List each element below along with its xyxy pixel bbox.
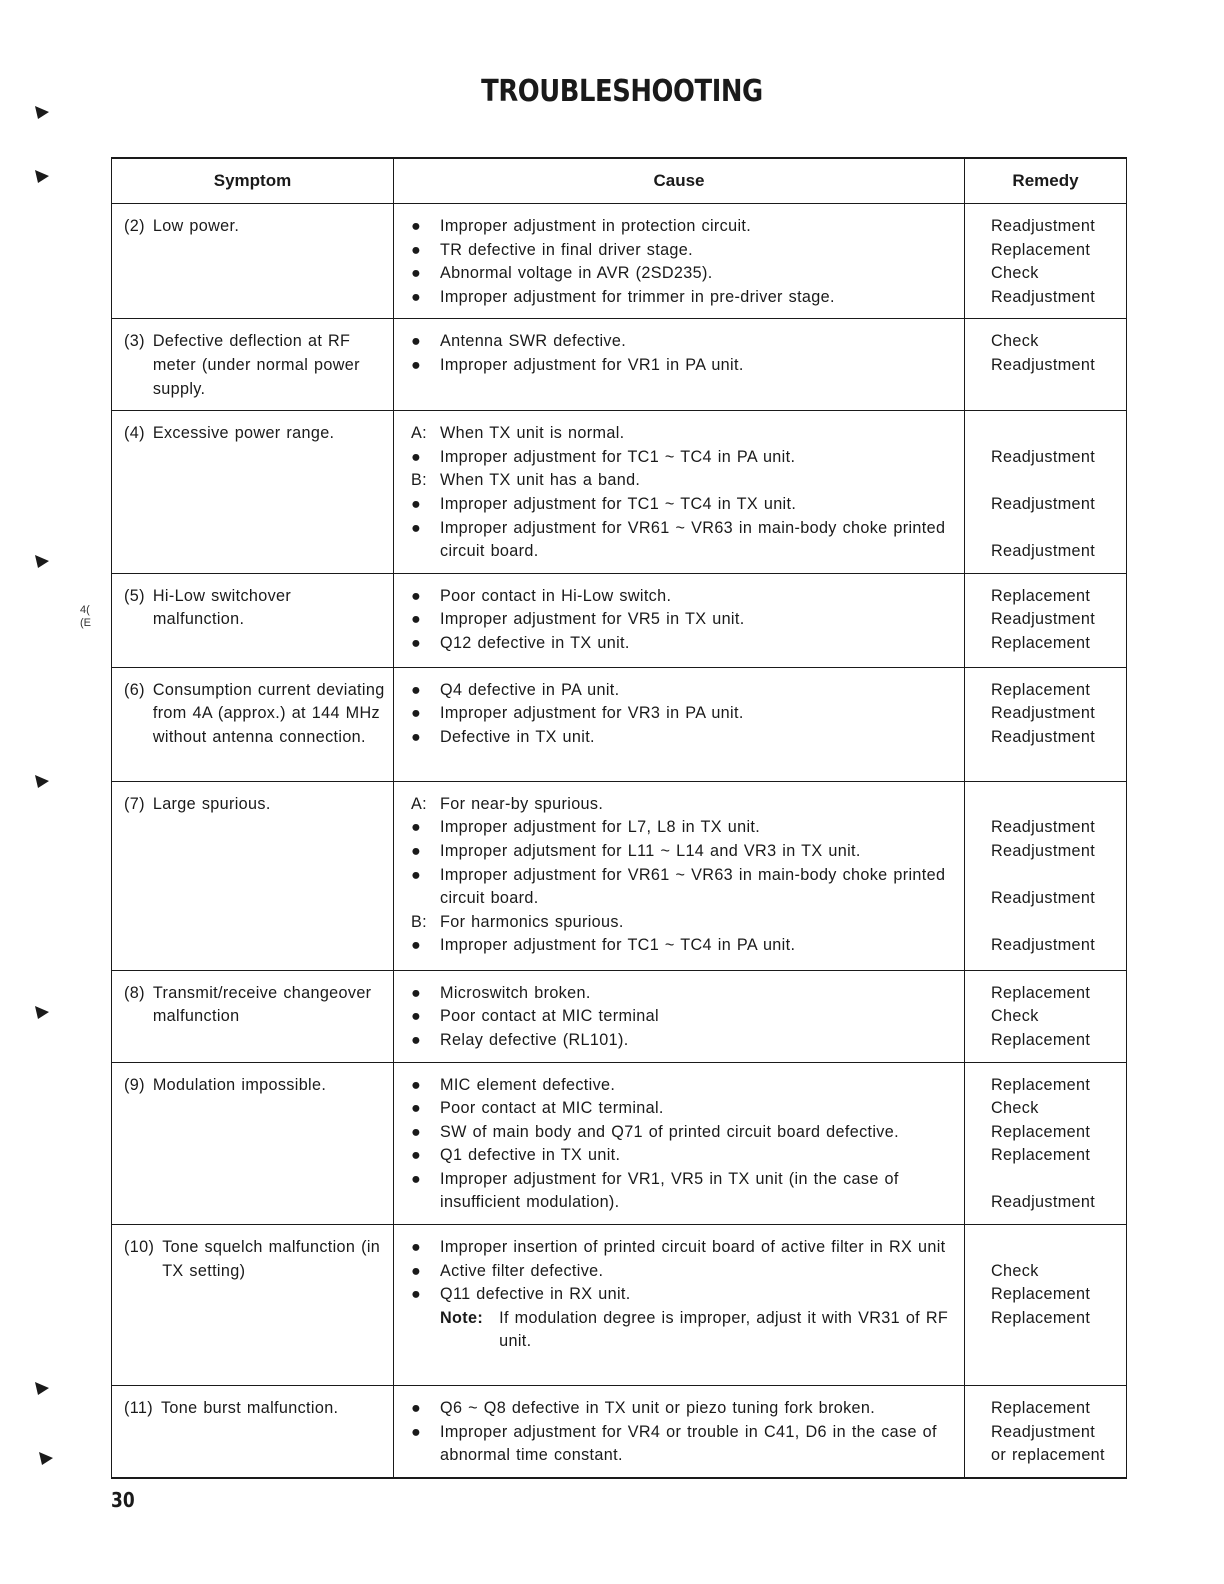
binder-mark-icon <box>34 104 48 120</box>
remedy-text: Replacement <box>991 586 1091 605</box>
bullet-icon: ● <box>411 633 422 652</box>
cause-text: Improper adjustment for VR5 in TX unit. <box>440 610 745 629</box>
remedy-text: Readjustment <box>991 287 1096 306</box>
remedy-text <box>991 911 1120 935</box>
bullet-icon: ● <box>411 841 422 860</box>
bullet-icon: ● <box>411 332 422 351</box>
cause-cell <box>394 204 965 319</box>
cause-item <box>406 446 958 470</box>
bullet-icon: ● <box>411 818 422 837</box>
cause-text: Improper adjustment for VR4 or trouble in C41, D6 in the case of abnormal time constant. <box>440 1422 937 1465</box>
cause-text: Defective in TX unit. <box>440 727 595 746</box>
row-number: (6) <box>124 680 145 699</box>
remedy-text: Replacement <box>991 983 1091 1002</box>
remedy-text: Readjustment <box>991 542 1096 561</box>
symptom-text: Tone burst malfunction. <box>160 1399 339 1418</box>
bullet-icon: ● <box>411 355 422 374</box>
remedy-cell <box>965 1062 1127 1225</box>
remedy-text: Readjustment <box>991 447 1096 466</box>
remedy-cell <box>965 970 1127 1062</box>
bullet-icon: ● <box>411 983 422 1002</box>
remedy-text: Readjustment <box>991 1193 1096 1212</box>
table-row <box>112 411 1127 574</box>
bullet-icon: ● <box>411 727 422 746</box>
remedy-text: Replacement <box>991 1308 1091 1327</box>
table-row <box>112 1062 1127 1225</box>
remedy-text: or replacement <box>991 1446 1105 1465</box>
binder-mark-icon <box>34 1380 48 1396</box>
cause-item <box>406 1283 958 1307</box>
cause-text: Poor contact at MIC terminal <box>440 1007 659 1026</box>
cause-text: Q6 ~ Q8 defective in TX unit or piezo tuning fork broken. <box>440 1399 876 1418</box>
remedy-text: Readjustment <box>991 727 1096 746</box>
cause-text: MIC element defective. <box>440 1075 616 1094</box>
remedy-cell <box>965 573 1127 667</box>
cause-text: Improper adjustment for VR1, VR5 in TX unit (in the case of insufficient modulation). <box>440 1169 899 1212</box>
bullet-icon: ● <box>411 1238 422 1257</box>
cause-item <box>406 840 958 864</box>
header-symptom: Symptom <box>112 158 394 204</box>
symptom-cell <box>112 1386 394 1478</box>
symptom-text: Consumption current deviating from 4A (approx.) at 144 MHz without antenna connection. <box>152 680 385 746</box>
bullet-icon: ● <box>411 610 422 629</box>
bullet-icon: ● <box>411 240 422 259</box>
cause-group-label: B: <box>411 912 427 931</box>
cause-item <box>406 239 958 263</box>
cause-item <box>406 517 958 564</box>
binder-mark-icon <box>34 1004 48 1020</box>
cause-text: Improper adjustment in protection circuit. <box>440 217 752 235</box>
remedy-cell <box>965 411 1127 574</box>
row-number: (8) <box>124 983 145 1002</box>
remedy-cell <box>965 319 1127 411</box>
header-remedy: Remedy <box>965 158 1127 204</box>
remedy-cell <box>965 781 1127 970</box>
symptom-cell <box>112 1062 394 1225</box>
remedy-text: Check <box>991 332 1039 351</box>
cause-cell <box>394 781 965 970</box>
row-number: (4) <box>124 424 145 443</box>
cause-item <box>406 911 958 935</box>
bullet-icon: ● <box>411 1075 422 1094</box>
symptom-text: Tone squelch malfunction (in TX setting) <box>162 1238 381 1280</box>
bullet-icon: ● <box>411 1122 422 1141</box>
row-number: (5) <box>124 586 145 605</box>
bullet-icon: ● <box>411 1261 422 1280</box>
remedy-text: Check <box>991 1007 1039 1026</box>
cause-item <box>406 286 958 310</box>
remedy-text: Replacement <box>991 1030 1091 1049</box>
cause-group-label: A: <box>411 794 427 813</box>
cause-text: Abnormal voltage in AVR (2SD235). <box>440 264 713 283</box>
cause-item <box>406 608 958 632</box>
symptom-cell <box>112 1225 394 1386</box>
cause-text: Antenna SWR defective. <box>440 332 627 351</box>
table-row <box>112 573 1127 667</box>
remedy-text <box>991 793 1120 817</box>
bullet-icon: ● <box>411 494 422 513</box>
remedy-text: Readjustment <box>991 936 1096 955</box>
remedy-cell <box>965 204 1127 319</box>
bullet-icon: ● <box>411 865 422 884</box>
cause-item <box>406 1029 958 1053</box>
cause-cell <box>394 319 965 411</box>
cause-text: Q12 defective in TX unit. <box>440 633 630 652</box>
symptom-text: Defective deflection at RF meter (under normal power supply. <box>152 332 360 398</box>
bullet-icon: ● <box>411 680 422 699</box>
page-number: 30 <box>111 1488 135 1512</box>
remedy-text: Readjustment <box>991 841 1096 860</box>
bullet-icon: ● <box>411 518 422 537</box>
cause-text: Poor contact at MIC terminal. <box>440 1099 664 1118</box>
bullet-icon: ● <box>411 936 422 955</box>
remedy-cell <box>965 1386 1127 1478</box>
table-row <box>112 667 1127 781</box>
remedy-text: Replacement <box>991 680 1091 699</box>
remedy-text: Replacement <box>991 240 1091 259</box>
bullet-icon: ● <box>411 264 422 283</box>
symptom-cell <box>112 781 394 970</box>
symptom-text: Large spurious. <box>152 794 271 813</box>
binder-mark-icon <box>34 773 48 789</box>
cause-item <box>406 1260 958 1284</box>
remedy-cell <box>965 1225 1127 1386</box>
remedy-text: Replacement <box>991 1075 1091 1094</box>
bullet-icon: ● <box>411 704 422 723</box>
cause-text: Improper adjustment for L7, L8 in TX unit. <box>440 818 761 837</box>
cause-text: When TX unit is normal. <box>440 424 625 443</box>
cause-cell <box>394 411 965 574</box>
remedy-text <box>991 1168 1120 1192</box>
remedy-text <box>991 469 1120 493</box>
cause-group-label: B: <box>411 471 427 490</box>
binder-mark-icon <box>34 168 48 184</box>
remedy-text <box>991 864 1120 888</box>
cause-item <box>406 585 958 609</box>
symptom-cell <box>112 411 394 574</box>
margin-fragment: 4( <box>80 604 90 616</box>
cause-item <box>406 679 958 703</box>
bullet-icon: ● <box>411 1399 422 1418</box>
table-row <box>112 781 1127 970</box>
cause-item <box>406 816 958 840</box>
table-row <box>112 319 1127 411</box>
cause-cell <box>394 667 965 781</box>
bullet-icon: ● <box>411 1146 422 1165</box>
row-number: (2) <box>124 217 145 235</box>
bullet-icon: ● <box>411 1169 422 1188</box>
remedy-text: Replacement <box>991 1146 1091 1165</box>
cause-text: For near-by spurious. <box>440 794 604 813</box>
remedy-text: Readjustment <box>991 610 1096 629</box>
remedy-text: Replacement <box>991 1285 1091 1304</box>
cause-cell <box>394 1386 965 1478</box>
cause-item <box>406 330 958 354</box>
cause-text: Improper adjustment for VR1 in PA unit. <box>440 355 744 374</box>
cause-item <box>406 726 958 750</box>
symptom-text: Excessive power range. <box>152 424 335 443</box>
cause-cell <box>394 970 965 1062</box>
page-title: TROUBLESHOOTING <box>481 74 763 109</box>
cause-text: Improper adjustment for VR3 in PA unit. <box>440 704 744 723</box>
remedy-text: Check <box>991 1261 1039 1280</box>
cause-item <box>406 215 958 239</box>
table-row <box>112 204 1127 319</box>
cause-item <box>406 493 958 517</box>
row-number: (7) <box>124 794 145 813</box>
remedy-text: Readjustment <box>991 889 1096 908</box>
cause-note <box>406 1307 958 1354</box>
symptom-cell <box>112 667 394 781</box>
cause-item <box>406 1168 958 1215</box>
cause-text: Improper adjustment for VR61 ~ VR63 in main-body choke printed circuit board. <box>440 865 946 908</box>
cause-item <box>406 702 958 726</box>
cause-text: Improper adjutsment for L11 ~ L14 and VR3 in TX unit. <box>440 841 861 860</box>
bullet-icon: ● <box>411 1422 422 1441</box>
cause-item <box>406 1421 958 1468</box>
row-number: (10) <box>124 1238 155 1257</box>
remedy-text: Check <box>991 1099 1039 1118</box>
row-number: (3) <box>124 332 145 351</box>
symptom-cell <box>112 573 394 667</box>
cause-text: Improper insertion of printed circuit board of active filter in RX unit <box>440 1238 946 1257</box>
table-row <box>112 970 1127 1062</box>
note-label: Note: <box>440 1308 484 1327</box>
symptom-text: Hi-Low switchover malfunction. <box>152 586 292 629</box>
symptom-cell <box>112 204 394 319</box>
cause-item <box>406 982 958 1006</box>
cause-cell <box>394 1225 965 1386</box>
cause-text: Active filter defective. <box>440 1261 604 1280</box>
bullet-icon: ● <box>411 1030 422 1049</box>
cause-text: For harmonics spurious. <box>440 912 624 931</box>
cause-item <box>406 1005 958 1029</box>
symptom-text: Low power. <box>152 217 240 235</box>
cause-text: Q4 defective in PA unit. <box>440 680 620 699</box>
table-row <box>112 1386 1127 1478</box>
symptom-cell <box>112 319 394 411</box>
margin-fragment: (E <box>80 617 91 629</box>
cause-item <box>406 632 958 656</box>
remedy-cell <box>965 667 1127 781</box>
cause-item <box>406 1121 958 1145</box>
remedy-text: Replacement <box>991 1122 1091 1141</box>
bullet-icon: ● <box>411 217 422 235</box>
remedy-text <box>991 517 1120 541</box>
remedy-text: Readjustment <box>991 217 1096 235</box>
cause-cell <box>394 1062 965 1225</box>
cause-text: TR defective in final driver stage. <box>440 240 693 259</box>
cause-text: Poor contact in Hi-Low switch. <box>440 586 672 605</box>
bullet-icon: ● <box>411 1007 422 1026</box>
cause-item <box>406 1097 958 1121</box>
cause-text: Improper adjustment for trimmer in pre-driver stage. <box>440 287 835 306</box>
cause-text: SW of main body and Q71 of printed circuit board defective. <box>440 1122 899 1141</box>
binder-mark-icon <box>38 1450 52 1466</box>
cause-text: Microswitch broken. <box>440 983 591 1002</box>
row-number: (11) <box>124 1399 153 1418</box>
cause-text: Q1 defective in TX unit. <box>440 1146 621 1165</box>
header-cause: Cause <box>394 158 965 204</box>
table-row <box>112 1225 1127 1386</box>
remedy-text: Check <box>991 264 1039 283</box>
remedy-text <box>991 1236 1120 1260</box>
row-number: (9) <box>124 1075 145 1094</box>
cause-text: Improper adjustment for TC1 ~ TC4 in TX unit. <box>440 494 797 513</box>
cause-item <box>406 1144 958 1168</box>
bullet-icon: ● <box>411 1285 422 1304</box>
cause-item <box>406 1074 958 1098</box>
cause-item <box>406 793 958 817</box>
remedy-text: Readjustment <box>991 704 1096 723</box>
bullet-icon: ● <box>411 1099 422 1118</box>
cause-item <box>406 934 958 958</box>
bullet-icon: ● <box>411 447 422 466</box>
cause-text: Improper adjustment for TC1 ~ TC4 in PA unit. <box>440 447 796 466</box>
cause-item <box>406 1397 958 1421</box>
cause-text: When TX unit has a band. <box>440 471 641 490</box>
troubleshooting-table <box>111 157 1127 1479</box>
cause-text: Improper adjustment for VR61 ~ VR63 in main-body choke printed circuit board. <box>440 518 946 561</box>
cause-cell <box>394 573 965 667</box>
cause-item <box>406 1236 958 1260</box>
cause-item <box>406 354 958 378</box>
remedy-text: Readjustment <box>991 1422 1096 1441</box>
cause-item <box>406 262 958 286</box>
symptom-cell <box>112 970 394 1062</box>
bullet-icon: ● <box>411 287 422 306</box>
remedy-text: Readjustment <box>991 818 1096 837</box>
remedy-text: Replacement <box>991 633 1091 652</box>
binder-mark-icon <box>34 553 48 569</box>
symptom-text: Modulation impossible. <box>152 1075 327 1094</box>
bullet-icon: ● <box>411 586 422 605</box>
cause-item <box>406 422 958 446</box>
remedy-text: Readjustment <box>991 494 1096 513</box>
cause-text: Q11 defective in RX unit. <box>440 1285 631 1304</box>
cause-item <box>406 469 958 493</box>
cause-text: Improper adjustment for TC1 ~ TC4 in PA unit. <box>440 936 796 955</box>
remedy-text: Replacement <box>991 1399 1091 1418</box>
cause-item <box>406 864 958 911</box>
cause-group-label: A: <box>411 424 427 443</box>
remedy-text: Readjustment <box>991 355 1096 374</box>
cause-text: Relay defective (RL101). <box>440 1030 629 1049</box>
table-header-row <box>112 158 1127 204</box>
remedy-text <box>991 422 1120 446</box>
symptom-text: Transmit/receive changeover malfunction <box>152 983 372 1026</box>
note-text: If modulation degree is improper, adjust it with VR31 of RF unit. <box>499 1308 949 1351</box>
